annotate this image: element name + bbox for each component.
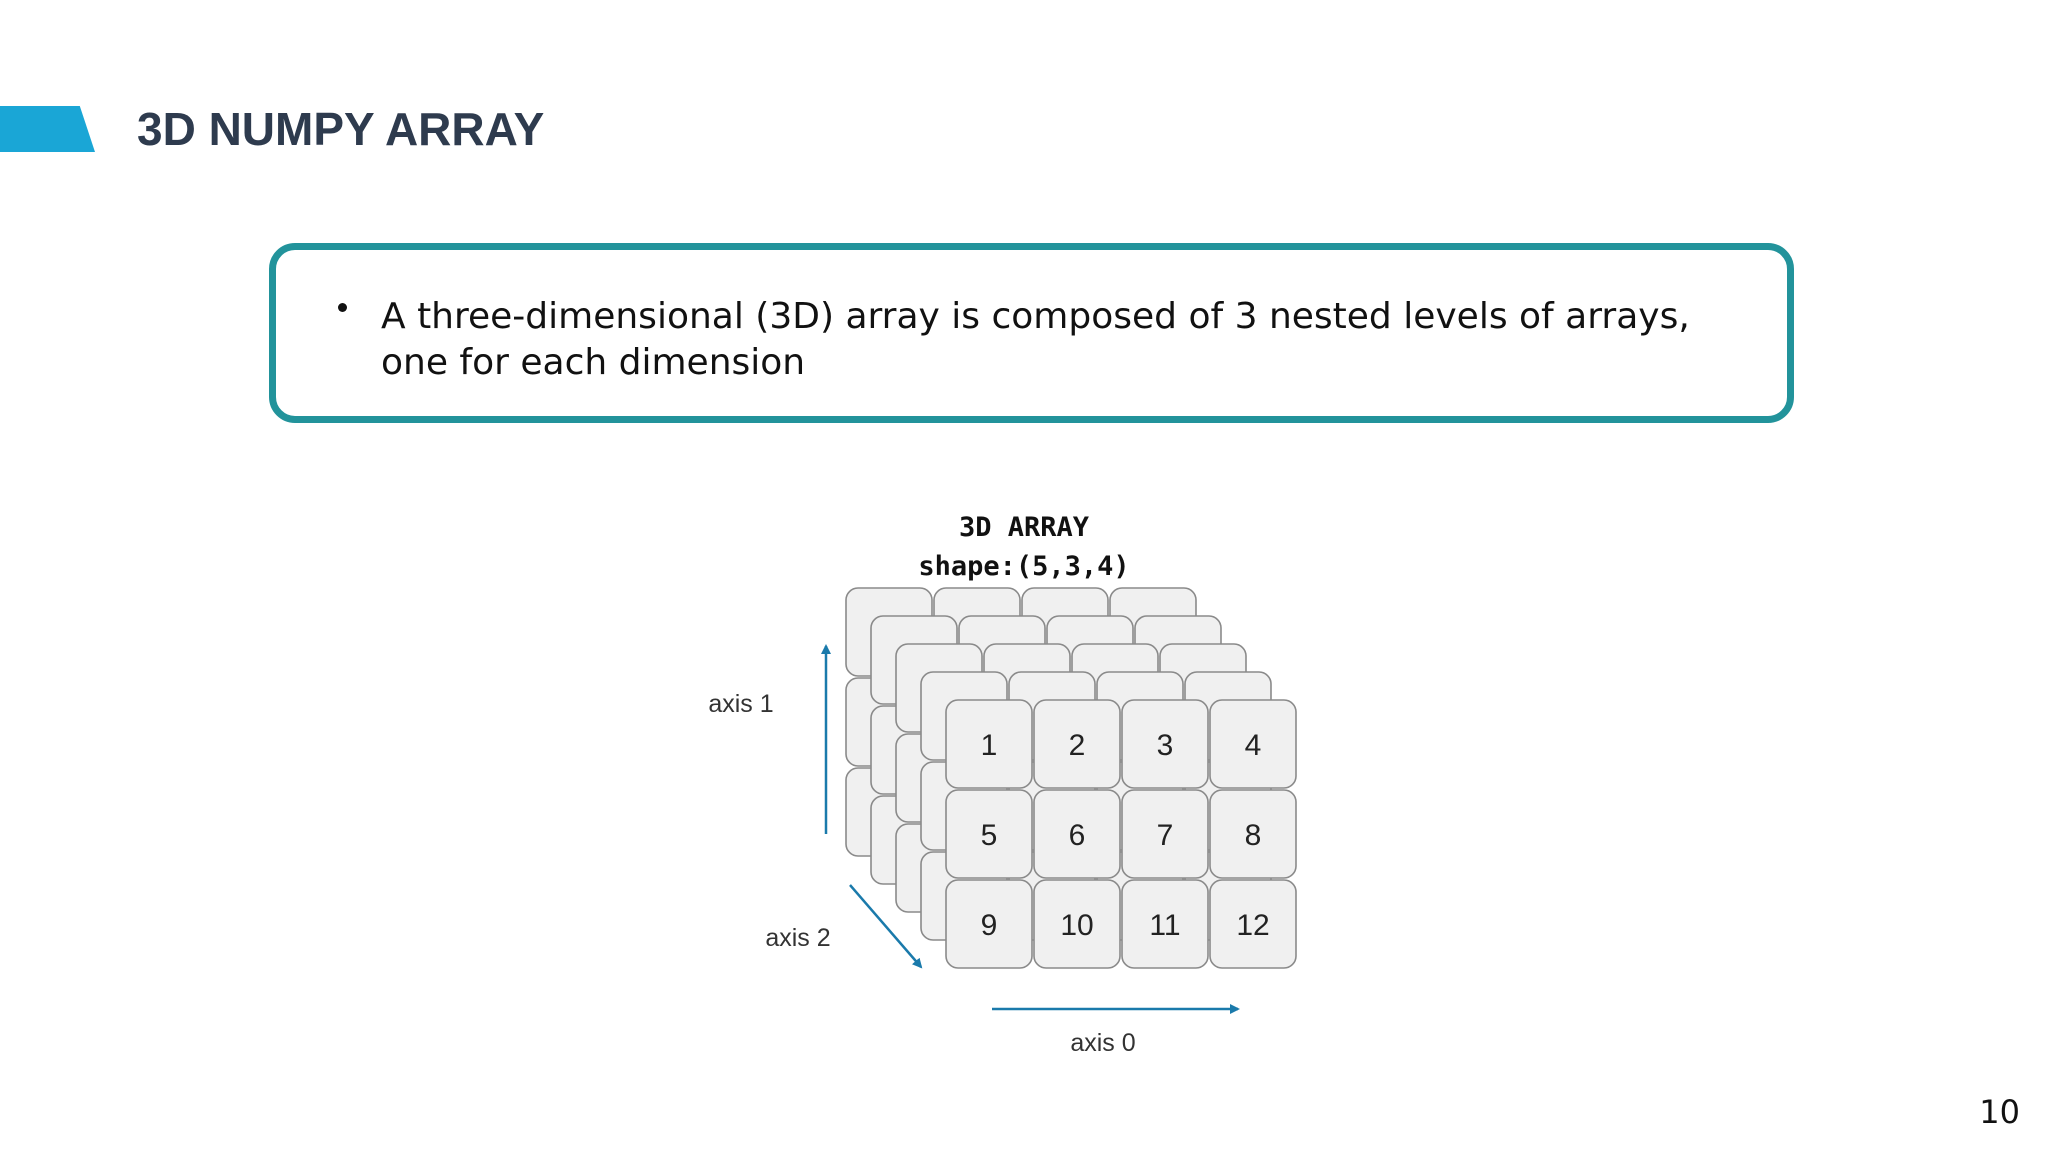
cell-value: 3 [1156,729,1174,762]
cell-value: 6 [1068,819,1086,852]
cell-value: 9 [980,909,998,942]
axis-2-label: axis 2 [765,924,831,952]
slide-title: 3D NUMPY ARRAY [137,103,545,155]
cell-value: 11 [1149,909,1181,942]
cell-value: 8 [1244,819,1262,852]
axis-0-label: axis 0 [1070,1029,1136,1057]
cell-value: 1 [980,729,998,762]
callout-bullet-text: A three-dimensional (3D) array is composed of 3 nested levels of arrays, one for each dimension [381,296,1690,383]
cell-value: 7 [1156,819,1174,852]
page-number: 10 [1979,1093,2020,1131]
diagram-shape-label: shape:(5,3,4) [918,551,1130,582]
cell-value: 2 [1068,729,1086,762]
cell-value: 5 [980,819,998,852]
diagram-heading: 3D ARRAY [958,512,1090,543]
axis-1-label: axis 1 [708,690,774,718]
cell-value: 10 [1060,909,1094,942]
cell-value: 4 [1244,729,1262,762]
cell-value: 12 [1236,909,1270,942]
array-layers [846,588,1296,968]
